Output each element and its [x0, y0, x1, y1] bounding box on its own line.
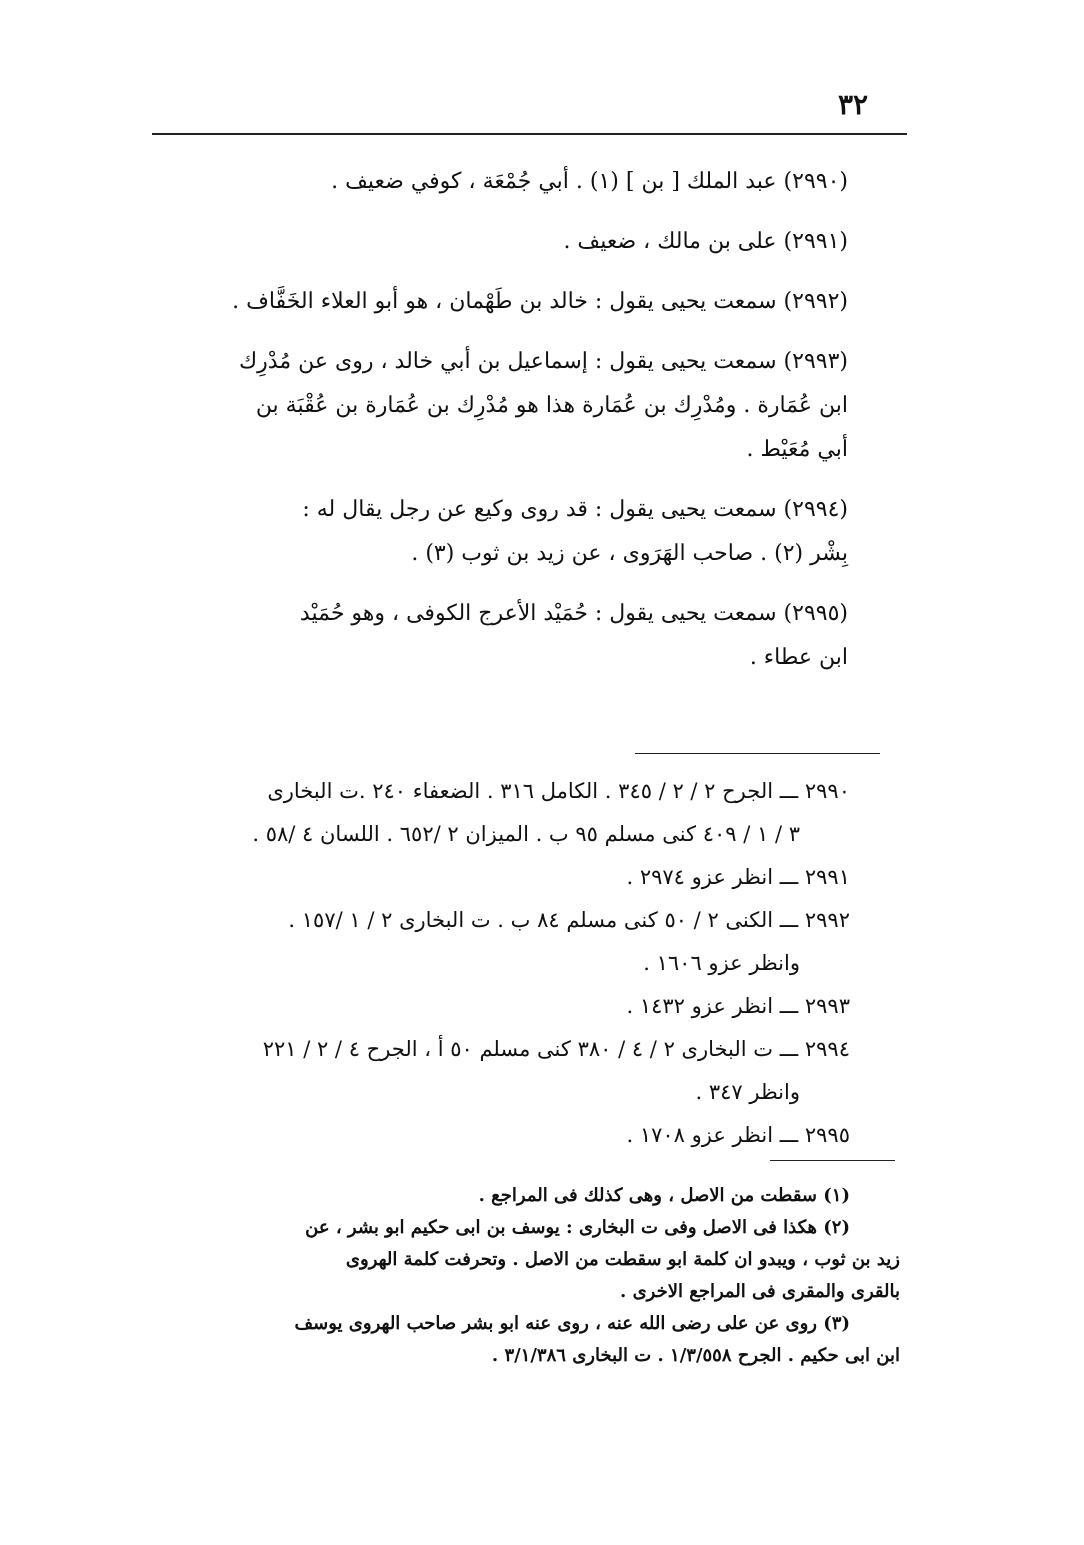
footnotes-rule	[770, 1160, 895, 1161]
entry-line: (٢٩٩١) على بن مالك ، ضعيف .	[563, 229, 848, 254]
header-rule	[152, 133, 907, 135]
reference-2993	[160, 985, 850, 1028]
reference-line: ٢٩٩٥ ـــ انظر عزو ١٧٠٨ .	[626, 1123, 850, 1147]
entry-line: (٢٩٩٥) سمعت يحيى يقول : حُمَيْد الأعرج الكوفى ، وهو حُمَيْد	[299, 601, 848, 626]
entry-line: (٢٩٩٣) سمعت يحيى يقول : إسماعيل بن أبي خالد ، روى عن مُدْرِك	[239, 349, 848, 374]
page-number: ٣٢	[838, 88, 869, 121]
references-section	[160, 770, 850, 1157]
reference-line: وانظر ٣٤٧ .	[695, 1080, 800, 1104]
footnote-2	[158, 1212, 900, 1308]
reference-2994	[160, 1028, 850, 1114]
entry-line: ابن عطاء .	[749, 645, 848, 670]
entry-2990	[158, 160, 848, 204]
footnote-line: زيد بن ثوب ، ويبدو ان كلمة ابو سقطت من الاصل . وتحرفت كلمة الهروى	[345, 1249, 900, 1270]
main-entries	[158, 160, 848, 696]
reference-2991	[160, 856, 850, 899]
entry-2995	[158, 592, 848, 680]
entry-line: بِشْر (٢) . صاحب الهَرَوى ، عن زيد بن ثوب (٣) .	[411, 541, 848, 566]
reference-2990	[160, 770, 850, 856]
reference-2992	[160, 899, 850, 985]
footnote-line: (٢) هكذا فى الاصل وفى ت البخارى : يوسف بن ابى حكيم ابو بشر ، عن	[305, 1217, 850, 1238]
entry-2992	[158, 280, 848, 324]
reference-line: ٢٩٩٤ ـــ ت البخارى ٢ / ٤ / ٣٨٠ كنى مسلم ٥٠ أ ، الجرح ٤ / ٢ / ٢٢١	[262, 1037, 850, 1061]
entry-2993	[158, 340, 848, 472]
footnote-line: (١) سقطت من الاصل ، وهى كذلك فى المراجع .	[478, 1185, 850, 1206]
entry-line: ابن عُمَارة . ومُدْرِك بن عُمَارة هذا هو مُدْرِك بن عُمَارة بن عُقْبَة بن	[255, 393, 848, 418]
reference-line: ٢٩٩٣ ـــ انظر عزو ١٤٣٢ .	[626, 994, 850, 1018]
footnote-line: ابن ابى حكيم . الجرح ١/٣/٥٥٨ . ت البخارى ٣/١/٣٨٦ .	[491, 1345, 900, 1366]
entry-2991	[158, 220, 848, 264]
footnote-1	[158, 1180, 900, 1212]
footnote-3	[158, 1308, 900, 1372]
entry-line: (٢٩٩٠) عبد الملك [ بن ] (١) . أبي جُمْعَة ، كوفي ضعيف .	[331, 169, 848, 194]
entry-line: (٢٩٩٢) سمعت يحيى يقول : خالد بن طَهْمان ، هو أبو العلاء الخَفَّاف .	[232, 289, 848, 314]
footnote-line: بالقرى والمقرى فى المراجع الاخرى .	[620, 1281, 900, 1302]
reference-line: وانظر عزو ١٦٠٦ .	[643, 951, 800, 975]
reference-line: ٢٩٩١ ـــ انظر عزو ٢٩٧٤ .	[626, 865, 850, 889]
footnotes-section	[158, 1180, 900, 1372]
reference-2995	[160, 1114, 850, 1157]
footnote-line: (٣) روى عن على رضى الله عنه ، روى عنه ابو بشر صاحب الهروى يوسف	[294, 1313, 850, 1334]
reference-line: ٢٩٩٢ ـــ الكنى ٢ / ٥٠ كنى مسلم ٨٤ ب . ت البخارى ٢ / ١ /١٥٧ .	[288, 908, 850, 932]
references-rule	[635, 753, 880, 754]
reference-line: ٣ / ١ / ٤٠٩ كنى مسلم ٩٥ ب . الميزان ٢ /٦٥٢ . اللسان ٤ /٥٨ .	[252, 822, 800, 846]
entry-2994	[158, 488, 848, 576]
entry-line: (٢٩٩٤) سمعت يحيى يقول : قد روى وكيع عن رجل يقال له :	[302, 497, 848, 522]
entry-line: أبي مُعَيْط .	[746, 437, 848, 462]
reference-line: ٢٩٩٠ ـــ الجرح ٢ / ٢ / ٣٤٥ . الكامل ٣١٦ . الضعفاء ٢٤٠ .ت البخارى	[267, 779, 850, 803]
